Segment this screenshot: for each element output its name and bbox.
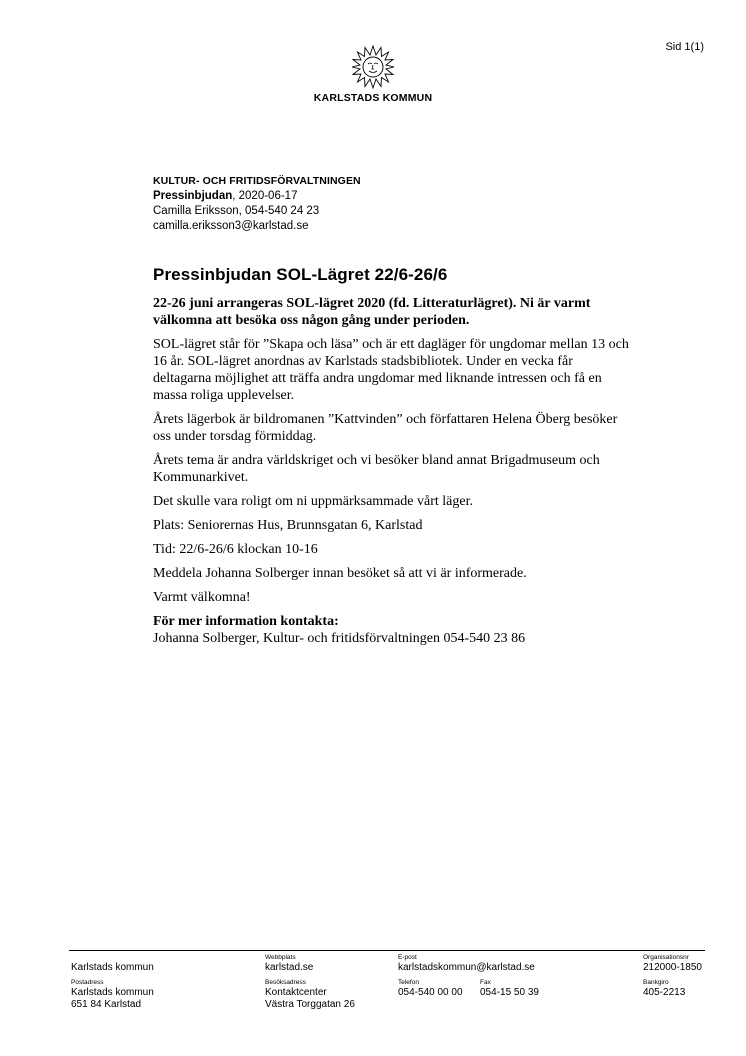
footer-bankgiro-value: 405-2213 bbox=[643, 987, 686, 998]
footer-org-name: Karlstads kommun bbox=[71, 962, 154, 973]
footer-divider bbox=[69, 950, 705, 951]
sender-email: camilla.eriksson3@karlstad.se bbox=[153, 220, 309, 232]
footer-postadress bbox=[71, 979, 154, 1011]
footer-telefon bbox=[398, 979, 463, 999]
footer-postadress-line1: Karlstads kommun bbox=[71, 987, 154, 998]
logo-text: KARLSTADS KOMMUN bbox=[313, 92, 433, 104]
doc-date: , 2020-06-17 bbox=[232, 190, 298, 202]
body-paragraph: Varmt välkomna! bbox=[153, 590, 251, 605]
footer-bankgiro bbox=[643, 979, 685, 999]
footer-postadress-label: Postadress bbox=[71, 979, 104, 986]
body-paragraph: Meddela Johanna Solberger innan besöket så att vi är informerade. bbox=[153, 566, 527, 581]
footer-org bbox=[71, 954, 154, 974]
footer-webb-value: karlstad.se bbox=[265, 962, 314, 973]
footer-fax-label: Fax bbox=[480, 979, 491, 986]
footer-orgnr-value: 212000-1850 bbox=[643, 962, 702, 973]
footer-orgnr-label: Organisationsnr bbox=[643, 954, 689, 961]
doc-type: Pressinbjudan bbox=[153, 190, 233, 202]
contact-line: Johanna Solberger, Kultur- och fritidsförvaltningen 054-540 23 86 bbox=[153, 631, 526, 646]
footer-besok-line2: Västra Torggatan 26 bbox=[265, 999, 355, 1010]
footer-webb bbox=[265, 954, 313, 974]
footer-fax bbox=[480, 979, 539, 999]
doc-type-line bbox=[153, 189, 361, 204]
lead-paragraph: 22-26 juni arrangeras SOL-lägret 2020 (fd. Litteraturlägret). Ni är varmt välkomna att besöka oss någon gång under perioden. bbox=[153, 296, 591, 328]
footer-besok-label: Besöksadress bbox=[265, 979, 306, 986]
body-paragraph: Årets lägerbok är bildromanen ”Kattvinden” och författaren Helena Öberg besöker oss under torsdag förmiddag. bbox=[153, 412, 618, 444]
body-paragraph: Tid: 22/6-26/6 klockan 10-16 bbox=[153, 542, 318, 557]
page-number: Sid 1(1) bbox=[665, 41, 704, 53]
sender-block bbox=[153, 174, 361, 234]
department: KULTUR- OCH FRITIDSFÖRVALTNINGEN bbox=[153, 175, 361, 187]
body-paragraph: Årets tema är andra världskriget och vi besöker bland annat Brigadmuseum och Kommunarkivet. bbox=[153, 453, 600, 485]
footer-telefon-value: 054-540 00 00 bbox=[398, 987, 463, 998]
sender-contact: Camilla Eriksson, 054-540 24 23 bbox=[153, 205, 320, 217]
body-paragraph: Plats: Seniorernas Hus, Brunnsgatan 6, Karlstad bbox=[153, 518, 423, 533]
page-title: Pressinbjudan SOL-Lägret 22/6-26/6 bbox=[153, 265, 448, 284]
footer-postadress-line2: 651 84 Karlstad bbox=[71, 999, 142, 1010]
footer-webb-label: Webbplats bbox=[265, 954, 296, 961]
footer-orgnr bbox=[643, 954, 702, 974]
footer-besok bbox=[265, 979, 355, 1011]
body-paragraph: SOL-lägret står för ”Skapa och läsa” och är ett dagläger för ungdomar mellan 13 och 16 år. SOL-lägret anordnas av Karlstads stadsbibliotek. Under en vecka får deltagarna möjlighet att träffa andra ungdomar med liknande intressen och få en massa roliga upplevelser. bbox=[153, 337, 629, 403]
footer-epost bbox=[398, 954, 535, 974]
footer-besok-line1: Kontaktcenter bbox=[265, 987, 327, 998]
contact-heading: För mer information kontakta: bbox=[153, 614, 339, 629]
logo bbox=[0, 44, 746, 104]
footer-epost-label: E-post bbox=[398, 954, 417, 961]
sun-icon bbox=[350, 44, 396, 90]
body-paragraph: Det skulle vara roligt om ni uppmärksammade vårt läger. bbox=[153, 494, 473, 509]
footer-fax-value: 054-15 50 39 bbox=[480, 987, 539, 998]
main-content bbox=[153, 264, 633, 647]
footer-bankgiro-label: Bankgiro bbox=[643, 979, 669, 986]
footer-telefon-label: Telefon bbox=[398, 979, 419, 986]
footer-epost-value: karlstadskommun@karlstad.se bbox=[398, 962, 535, 973]
